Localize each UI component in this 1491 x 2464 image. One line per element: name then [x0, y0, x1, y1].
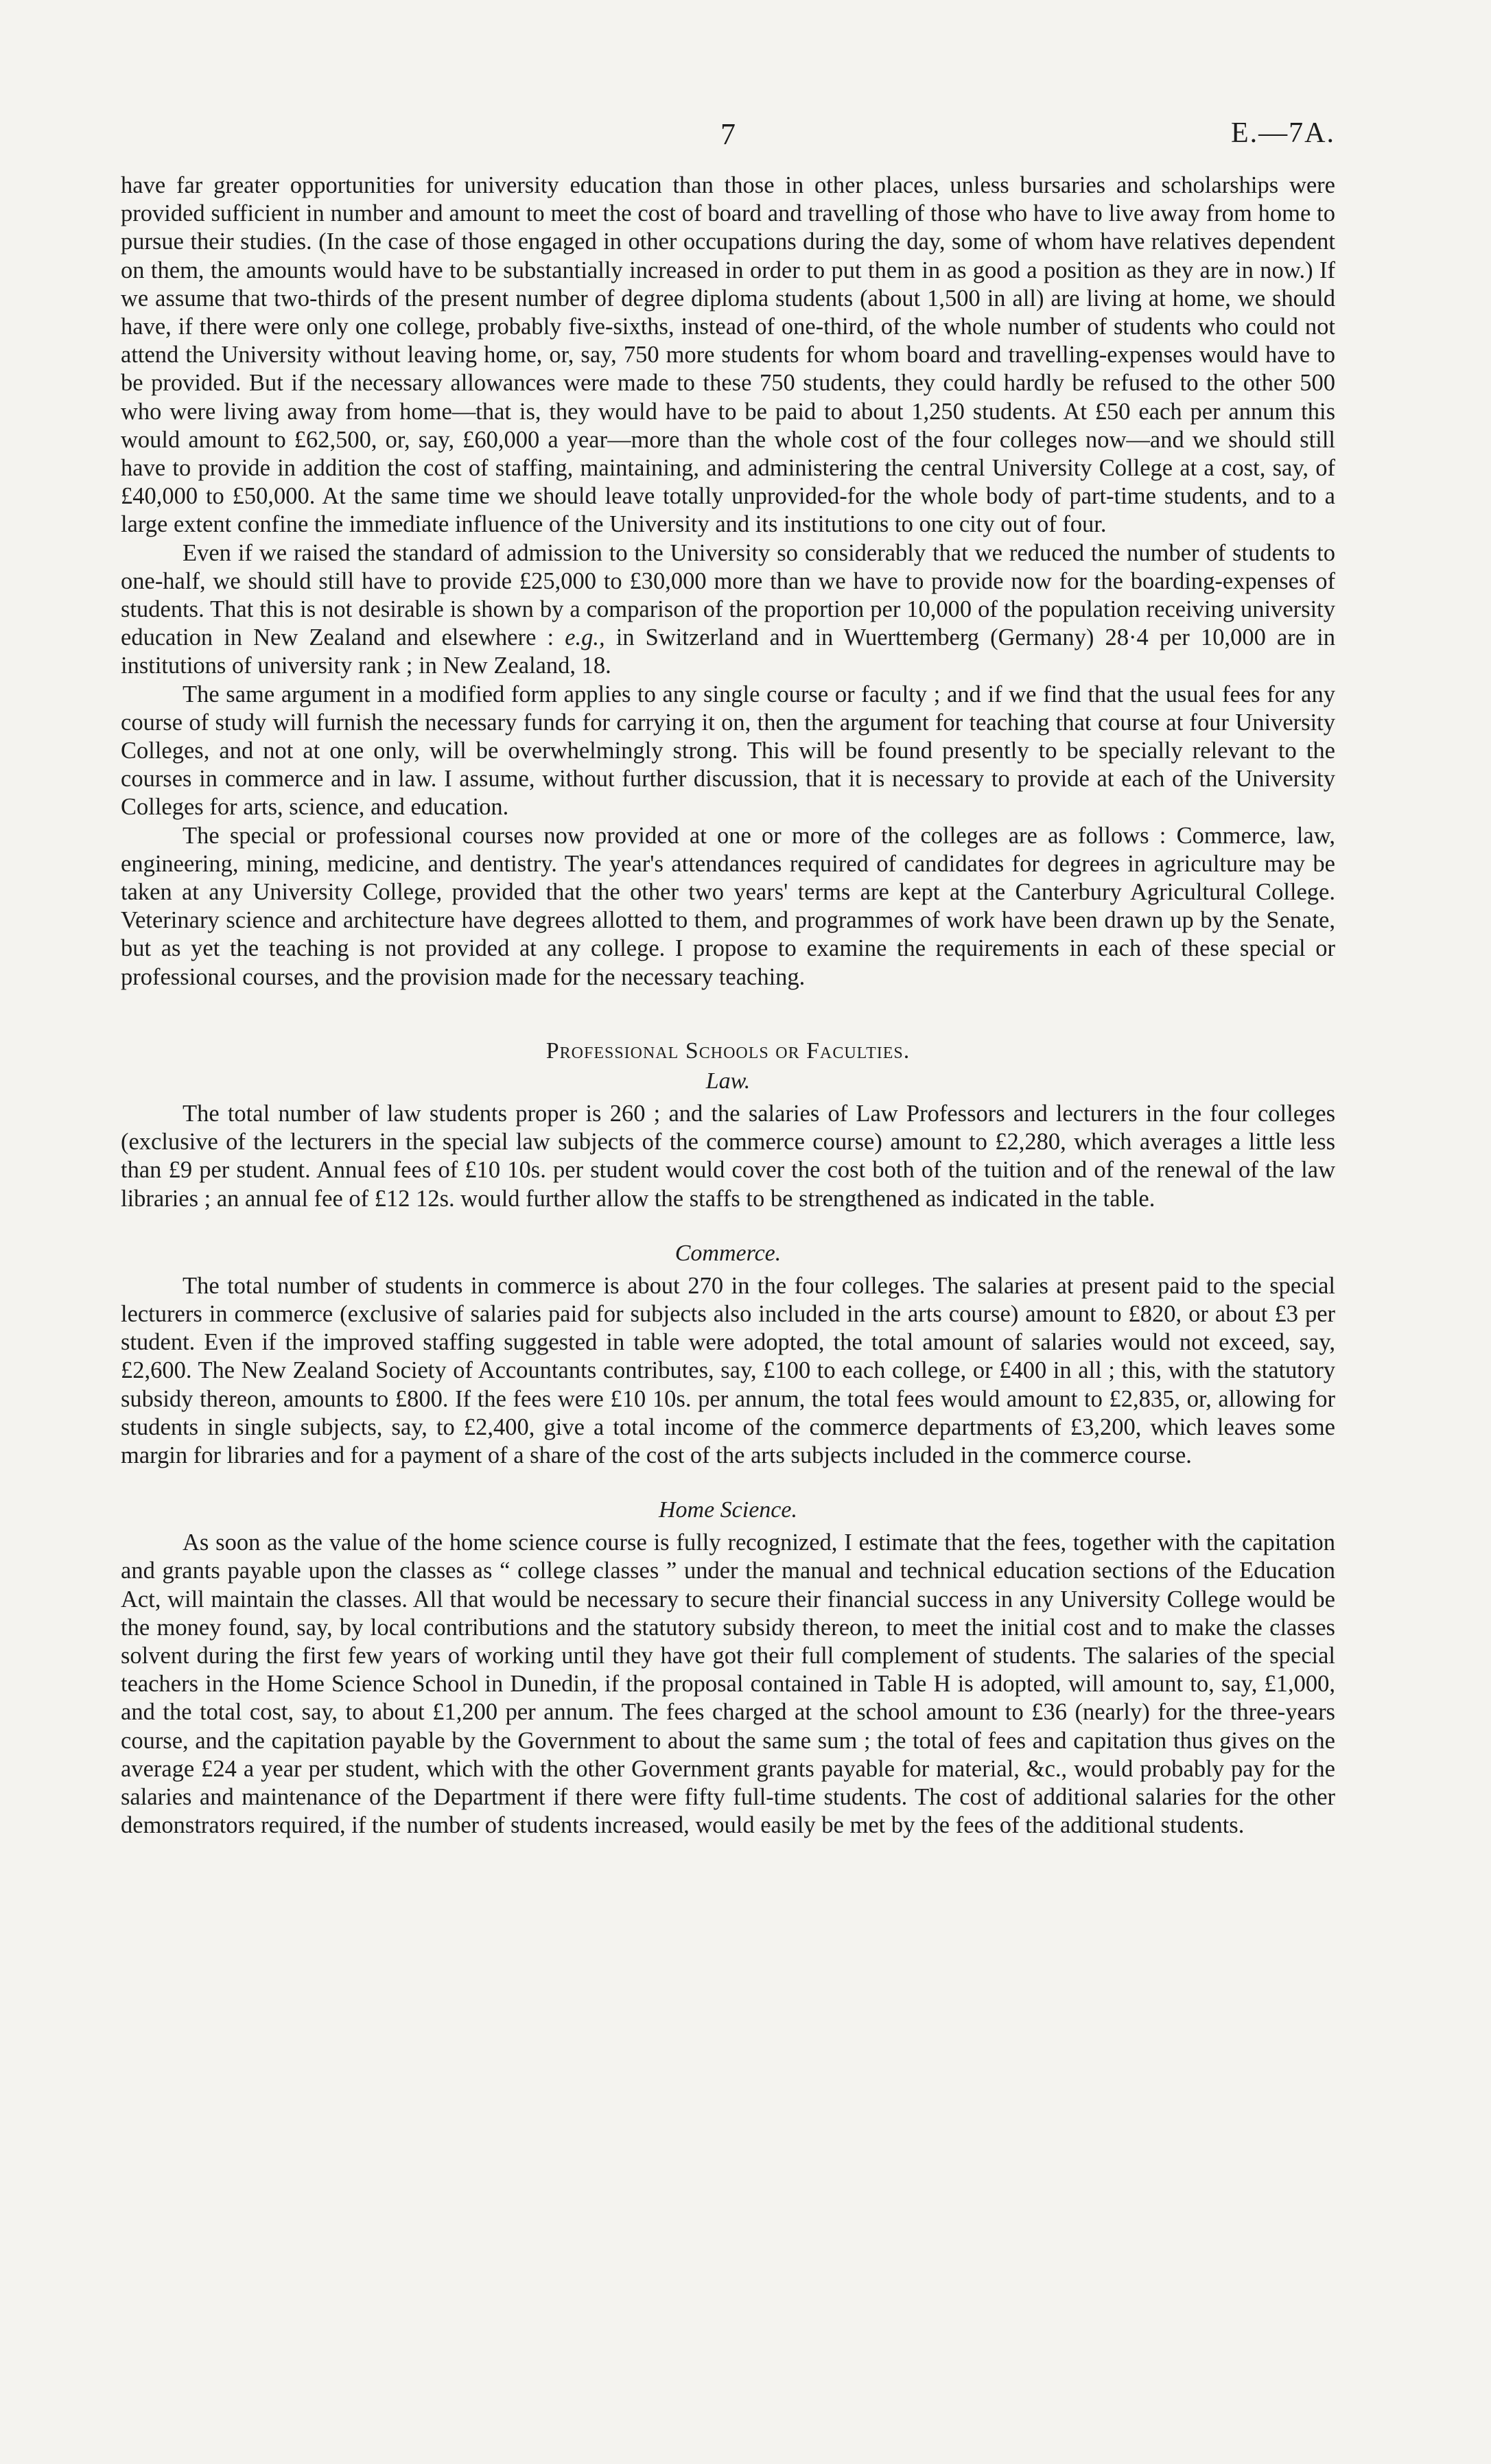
page-header [121, 103, 1335, 172]
paragraph-law: The total number of law students proper is 260 ; and the salaries of Law Professors and lecturers in the four colleges (exclusive of the lecturers in the special law subjects of the commerce course) amount to £2,280, which averages a little less than £9 per student. Annual fees of £10 10s. per student would cover the cost both of the tuition and of the renewal of the law libraries ; an annual fee of £12 12s. would further allow the staffs to be strengthened as indicated in the table. [121, 1100, 1335, 1212]
paragraph-home-science: As soon as the value of the home science course is fully recognized, I estimate that the fees, together with the capitation and grants payable upon the classes as “ college classes ” under the manual and technical education sections of the Education Act, will maintain the classes. All that would be necessary to secure their financial success in any University College would be the money found, say, by local contributions and the statutory subsidy thereon, to meet the initial cost and to make the classes solvent during the first few years of working until they have got their full complement of students. The salaries of the special teachers in the Home Science School in Dunedin, if the proposal contained in Table H is adopted, will amount to, say, £1,000, and the total cost, say, to about £1,200 per annum. The fees charged at the school amount to £36 (nearly) for the three-years course, and the capitation payable by the Government to about the same sum ; the total of fees and capitation thus gives on the average £24 a year per student, which with the other Government grants payable for material, &c., would probably pay for the salaries and maintenance of the Department if there were fifty full-time students. The cost of additional salaries for the other demonstrators required, if the number of students increased, would easily be met by the fees of the additional students. [121, 1529, 1335, 1839]
document-page [121, 103, 1335, 1840]
document-reference: E.—7A. [1231, 117, 1335, 149]
paragraph-admission-text: Even if we raised the standard of admission to the University so considerably that we reduced the number of students to one-half, we should still have to provide £25,000 to £30,000 more than we have to provide now for the boarding-expenses of students. That this is not desirable is shown by a comparison of the proportion per 10,000 of the population receiving university education in New Zealand and elsewhere : [121, 539, 1335, 651]
paragraph-commerce: The total number of students in commerce is about 270 in the four colleges. The salaries at present paid to the special lecturers in commerce (exclusive of salaries paid for subjects also included in the arts course) amount to £820, or about £3 per student. Even if the improved staffing suggested in table were adopted, the total amount of salaries would not exceed, say, £2,600. The New Zealand Society of Accountants contributes, say, £100 to each college, or £400 in all ; this, with the statutory subsidy thereon, amounts to £800. If the fees were £10 10s. per annum, the total fees would amount to £2,835, or, allowing for students in single subjects, say, to £2,400, give a total income of the commerce departments of £3,200, which leaves some margin for libraries and for a payment of a share of the cost of the arts subjects included in the commerce course. [121, 1272, 1335, 1468]
eg-abbreviation: e.g., [565, 624, 605, 651]
page-number: 7 [720, 117, 736, 151]
subheading-home-science: Home Science. [658, 1497, 797, 1523]
paragraph-opening: have far greater opportunities for university education than those in other places, unless bursaries and scholarships were provided sufficient in number and amount to meet the cost of board and travelling of those who have to live away from home to pursue their studies. (In the case of those engaged in other occupations during the day, some of whom have relatives dependent on them, the amounts would have to be substantially increased in order to put them in as good a position as they are in now.) If we assume that two-thirds of the present number of degree diploma students (about 1,500 in all) are living at home, we should have, if there were only one college, probably five-sixths, instead of one-third, of the whole number of students who could not attend the University without leaving home, or, say, 750 more students for whom board and travelling-expenses would have to be provided. But if the necessary allowances were made to these 750 students, they could hardly be refused to the other 500 who were living away from home—that is, they would have to be paid to about 1,250 students. At £50 each per annum this would amount to £62,500, or, say, £60,000 a year—more than the whole cost of the four colleges now—and we should still have to provide in addition the cost of staffing, maintaining, and administering the central University College at a cost, say, of £40,000 to £50,000. At the same time we should leave totally unprovided-for the whole body of part-time students, and to a large extent confine the immediate influence of the University and its institutions to one city out of four. [121, 172, 1335, 538]
subheading-commerce: Commerce. [674, 1240, 782, 1266]
paragraph-admission-tail: in Switzerland and in Wuerttemberg (Germany) 28·4 per 10,000 are in institutions of university rank ; in New Zealand, 18. [121, 624, 1336, 679]
subheading-law: Law. [705, 1068, 751, 1094]
paragraph-admission-standard [121, 539, 1335, 681]
paragraph-same-argument: The same argument in a modified form applies to any single course or faculty ; and if we find that the usual fees for any course of study will furnish the necessary funds for carrying it on, then the argument for teaching that course at four University Colleges, and not at one only, will be overwhelmingly strong. This will be found presently to be specially relevant to the courses in commerce and in law. I assume, without further discussion, that it is necessary to provide at each of the University Colleges for arts, science, and education. [121, 681, 1335, 821]
paragraph-special-courses: The special or professional courses now provided at one or more of the colleges are as follows : Commerce, law, engineering, mining, medicine, and dentistry. The year's attendances required of candidates for degrees in agriculture may be taken at any University College, provided that the other two years' terms are kept at the Canterbury Agricultural College. Veterinary science and architecture have degrees allotted to them, and programmes of work have been drawn up by the Senate, but as yet the teaching is not provided at any college. I propose to examine the requirements in each of these special or professional courses, and the provision made for the necessary teaching. [121, 822, 1335, 990]
section-heading-professional-schools: Professional Schools or Faculties. [545, 1037, 911, 1064]
